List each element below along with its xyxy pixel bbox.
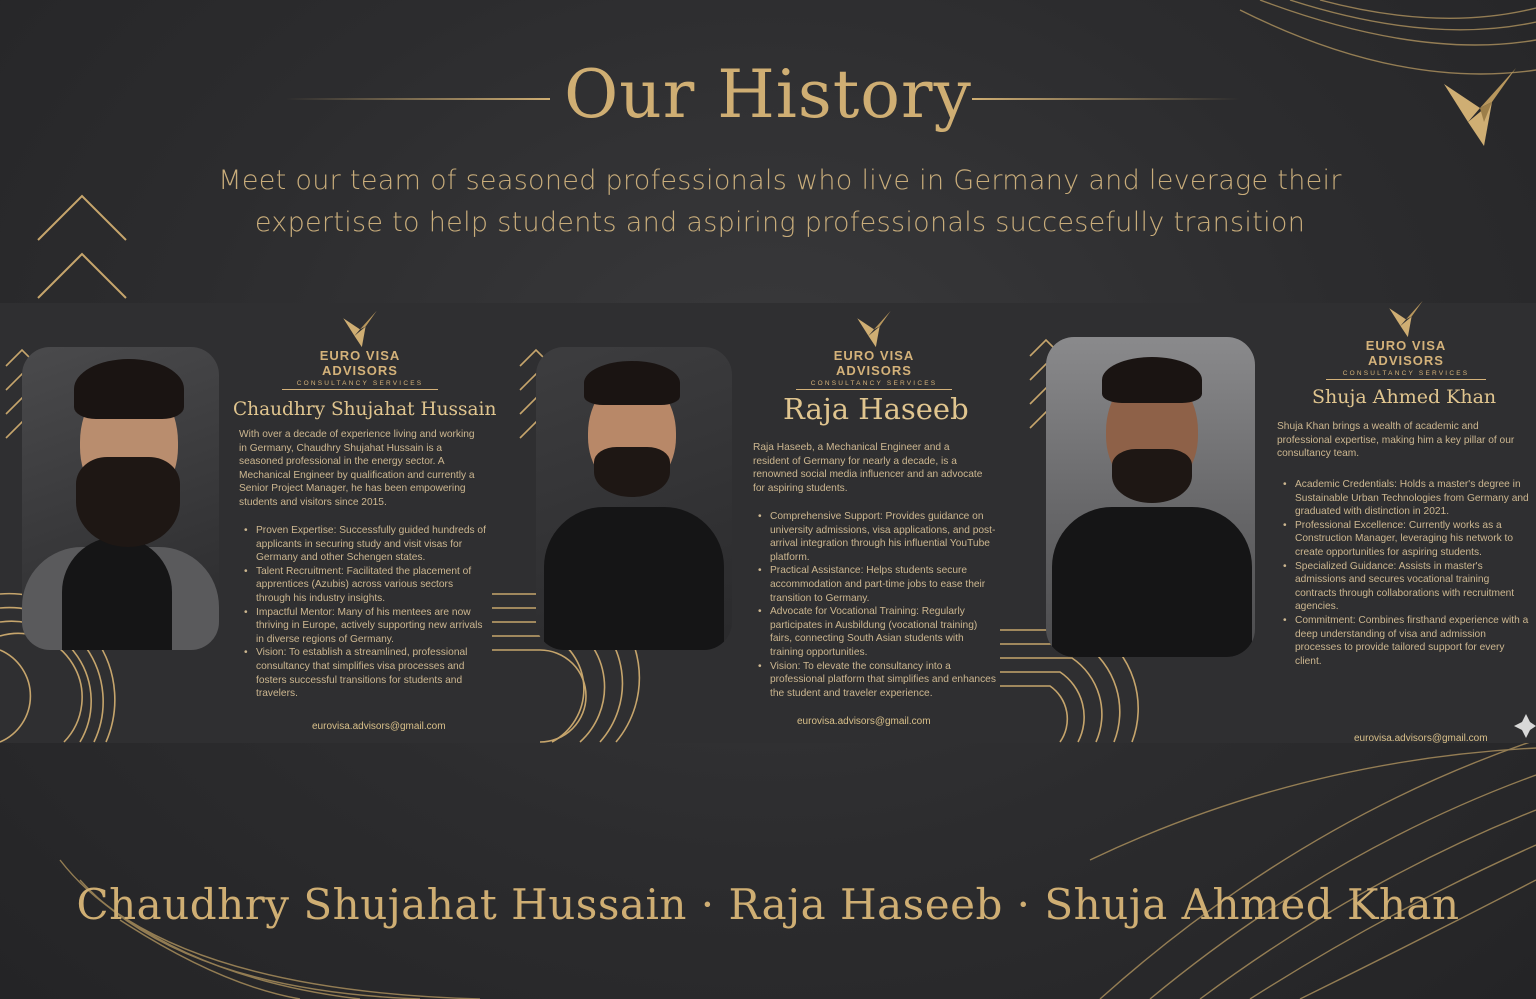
member-intro-2: Raja Haseeb, a Mechanical Engineer and a resident of Germany for nearly a decade, is a renowned social media influencer and an advocate for aspiring students.: [753, 442, 983, 494]
bird-logo-icon: [852, 308, 896, 348]
bird-logo-icon: [338, 308, 382, 348]
photo-hair: [74, 359, 184, 419]
brand-name: EURO VISA ADVISORS: [319, 348, 401, 378]
photo-shirt: [1052, 507, 1252, 657]
photo-shirt: [544, 507, 724, 650]
list-item: • Commitment: Combines firsthand experience with a deep understanding of visa and admission processes to provide tailored support for every client.: [1278, 614, 1532, 668]
list-item: • Impactful Mentor: Many of his mentees are now thriving in Europe, actively supporting new arrivals in diverse regions of Germany.: [239, 606, 487, 647]
member-bullets-1: [239, 524, 487, 701]
member-intro-3: Shuja Khan brings a wealth of academic and professional expertise, making him a key pillar of our consultancy team.: [1277, 421, 1515, 460]
brand-tagline: CONSULTANCY SERVICES: [1326, 370, 1486, 380]
member-name-1: Chaudhry Shujahat Hussain: [233, 399, 497, 420]
list-item: • Advocate for Vocational Training: Regularly participates in Ausbildung (vocational training) fairs, connecting South Asian students with training opportunities.: [753, 605, 999, 659]
subtitle-line-2: expertise to help students and aspiring professionals succesefully transition: [254, 207, 1306, 238]
list-item: • Academic Credentials: Holds a master's degree in Sustainable Urban Technologies from Germany and graduated with distinction in 2021.: [1278, 478, 1532, 519]
member-email-3[interactable]: eurovisa.advisors@gmail.com: [1354, 733, 1488, 744]
bird-logo-icon: [1384, 298, 1428, 338]
brand-name: EURO VISA ADVISORS: [1365, 338, 1447, 368]
brand-tagline: CONSULTANCY SERVICES: [282, 380, 438, 390]
photo-beard: [594, 447, 670, 497]
brand-name: EURO VISA ADVISORS: [833, 348, 915, 378]
member-name-3: Shuja Ahmed Khan: [1312, 386, 1497, 408]
team-photo-3: [1046, 337, 1255, 657]
member-bullets-2: [753, 510, 999, 700]
photo-hair: [584, 361, 680, 405]
team-photo-1: [22, 347, 219, 650]
photo-shirt: [62, 537, 172, 650]
member-name-2: Raja Haseeb: [783, 392, 969, 426]
list-item: • Specialized Guidance: Assists in master's admissions and secures vocational training contracts through collaborations with recruitment agencies.: [1278, 560, 1532, 614]
brand-logo-3: [1326, 298, 1486, 380]
member-email-1[interactable]: eurovisa.advisors@gmail.com: [312, 721, 446, 732]
bottom-names: Chaudhry Shujahat Hussain · Raja Haseeb · Shuja Ahmed Khan: [76, 880, 1460, 929]
photo-beard: [1112, 449, 1192, 503]
list-item: • Vision: To elevate the consultancy into a professional platform that simplifies and enhances the student and traveler experience.: [753, 660, 999, 701]
list-item: • Practical Assistance: Helps students secure accommodation and part-time jobs to ease their transition to Germany.: [753, 564, 999, 605]
page-subtitle: [190, 160, 1370, 244]
list-item: • Comprehensive Support: Provides guidance on university admissions, visa applications, and post-arrival integration through his influential YouTube platform.: [753, 510, 999, 564]
member-bullets-3: [1278, 478, 1532, 668]
photo-beard: [76, 457, 180, 547]
page-title: Our History: [564, 56, 972, 133]
list-item: • Proven Expertise: Successfully guided hundreds of applicants in securing study and visit visas for Germany and other Schengen states.: [239, 524, 487, 565]
brand-tagline: CONSULTANCY SERVICES: [796, 380, 952, 390]
member-intro-1: With over a decade of experience living and working in Germany, Chaudhry Shujahat Hussain is a seasoned professional in the energy sector. A Mechanical Engineer by qualification and currently a Senior Project Manager, he has been empowering students and visitors since 2015.: [239, 429, 475, 508]
page-title-container: [0, 55, 1536, 135]
team-photo-2: [536, 347, 732, 650]
brand-logo-1: [282, 308, 438, 390]
brand-logo-2: [796, 308, 952, 390]
list-item: • Professional Excellence: Currently works as a Construction Manager, leveraging his network to create opportunities for aspiring students.: [1278, 519, 1532, 560]
member-email-2[interactable]: eurovisa.advisors@gmail.com: [797, 716, 931, 727]
list-item: • Talent Recruitment: Facilitated the placement of apprentices (Azubis) across various sectors through his industry insights.: [239, 565, 487, 606]
list-item: • Vision: To establish a streamlined, professional consultancy that simplifies visa processes and fosters successful transitions for students and travelers.: [239, 646, 487, 700]
photo-hair: [1102, 357, 1202, 403]
subtitle-line-1: Meet our team of seasoned professionals who live in Germany and leverage their: [218, 165, 1342, 196]
